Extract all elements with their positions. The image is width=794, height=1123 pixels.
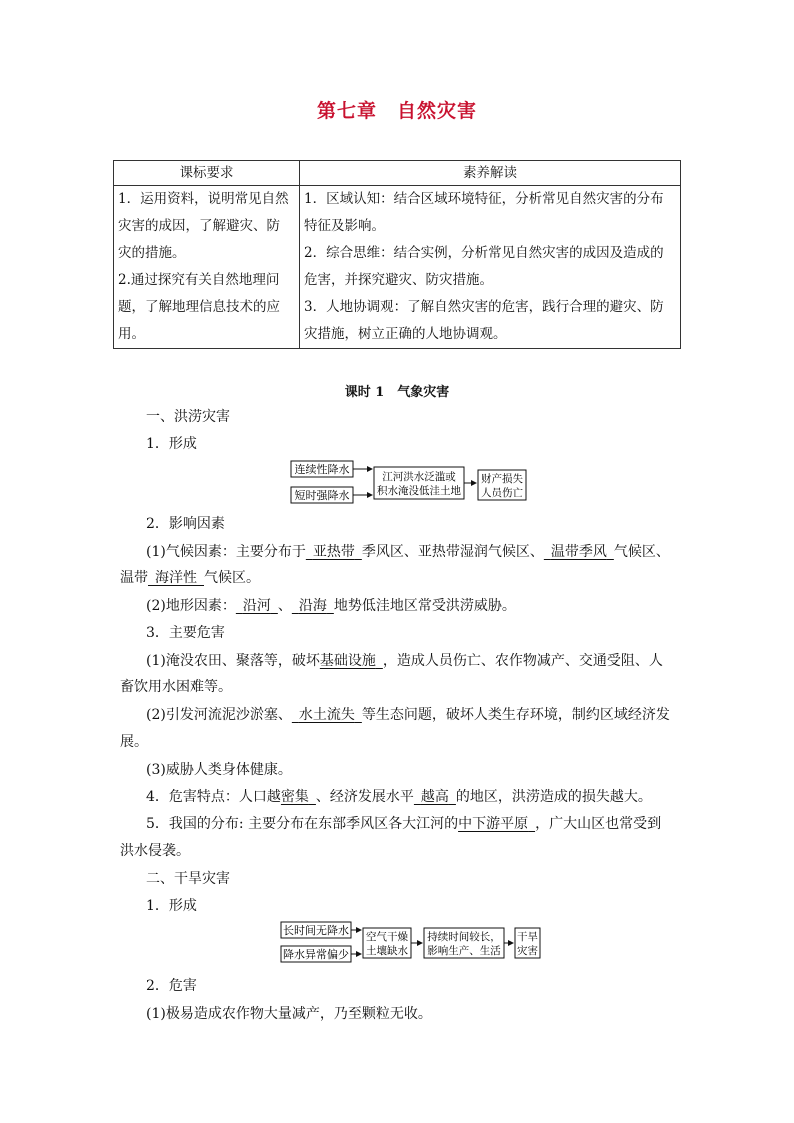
drought-process-line-2: 土壤缺水 — [366, 945, 408, 957]
drought-formation-diagram — [280, 920, 542, 968]
flood-terrain-line — [120, 596, 706, 616]
requirements-line: 用。 — [118, 326, 145, 342]
literacy-line: 1．区域认知：结合区域环境特征，分析常见自然灾害的分布 — [304, 191, 664, 207]
literacy-line: 危害，并探究避灾、防灾措施。 — [304, 272, 493, 288]
text-span: 等生态问题，破坏人类生存环境，制约区域经济发 — [361, 707, 670, 723]
text-span: 4．危害特点：人口越 — [146, 789, 281, 805]
blank-answer — [148, 570, 204, 586]
requirements-line: 2.通过探究有关自然地理问 — [118, 272, 280, 288]
flood-process-line-1: 江河洪水泛滥或 — [382, 471, 456, 483]
flood-climate-line-2 — [120, 568, 680, 588]
drought-effect-line-1: 持续时间较长， — [427, 931, 501, 943]
text-span: 气候区。 — [204, 570, 260, 586]
text-span: (2)地形因素： — [146, 598, 236, 614]
blank-answer — [544, 544, 614, 560]
flood-formation-diagram — [290, 458, 530, 510]
text-span: 温带 — [120, 570, 148, 586]
drought-formation-heading: 1．形成 — [146, 898, 197, 914]
drought-heading: 二、干旱灾害 — [146, 871, 230, 887]
flood-formation-heading: 1．形成 — [146, 436, 197, 452]
answer-text: 密集 — [280, 789, 309, 805]
text-span: 5．我国的分布: 主要分布在东部季风区各大江河的 — [146, 816, 459, 832]
requirements-line: 灾的措施。 — [118, 245, 186, 261]
literacy-line: 灾措施，树立正确的人地协调观。 — [304, 326, 507, 342]
flood-harm-1-line-1 — [120, 651, 706, 671]
text-span: ，广大山区也常受到 — [535, 816, 662, 832]
table-header-literacy: 素养解读 — [300, 161, 681, 186]
drought-cause-no-rain: 长时间无降水 — [283, 924, 349, 937]
answer-text: 海洋性 — [155, 570, 197, 586]
flood-harm-2-line-1 — [120, 705, 706, 725]
flood-harm-heading: 3．主要危害 — [146, 625, 225, 641]
flood-harm-1-line-2: 畜饮用水困难等。 — [120, 679, 232, 695]
text-span: 气候区、 — [613, 544, 670, 560]
drought-effect-line-2: 影响生产、生活 — [427, 945, 501, 957]
flood-harm-3: (3)威胁人类身体健康。 — [146, 762, 292, 778]
blank-answer — [458, 816, 535, 832]
flood-result-line-2: 人员伤亡 — [481, 487, 523, 499]
flood-china-line-1 — [120, 814, 706, 834]
text-span: (1)气候因素：主要分布于 — [146, 544, 306, 560]
flood-factors-heading: 2．影响因素 — [146, 516, 225, 532]
drought-process-line-1: 空气干燥 — [366, 931, 408, 943]
text-span: 、 — [277, 598, 292, 614]
literacy-line: 特征及影响。 — [304, 218, 385, 234]
literacy-line: 2．综合思维：结合实例，分析常见自然灾害的成因及造成的 — [304, 245, 664, 261]
text-span: 季风区、亚热带湿润气候区、 — [361, 544, 544, 560]
lesson-title: 课时 1 气象灾害 — [344, 385, 450, 400]
text-span: 地势低洼地区常受洪涝威胁。 — [333, 598, 516, 614]
answer-text: 中下游平原 — [458, 816, 529, 832]
blank-answer — [292, 707, 362, 723]
answer-text: 水土流失 — [298, 707, 355, 723]
answer-text: 温带季风 — [550, 544, 607, 560]
answer-text: 沿海 — [298, 598, 327, 614]
drought-result-line-2: 灾害 — [517, 945, 538, 957]
chapter-title: 第七章 自然灾害 — [316, 100, 477, 122]
flood-heading: 一、洪涝灾害 — [146, 409, 230, 425]
drought-result-line-1: 干旱 — [517, 931, 538, 943]
flood-climate-line-1 — [120, 542, 706, 562]
drought-cause-low-rain: 降水异常偏少 — [283, 948, 349, 961]
flood-cause-continuous-rain: 连续性降水 — [294, 463, 350, 476]
blank-answer — [320, 653, 383, 669]
literacy-line: 3．人地协调观：了解自然灾害的危害，践行合理的避灾、防 — [304, 299, 664, 315]
table-header-requirements: 课标要求 — [114, 161, 300, 186]
flood-china-line-2: 洪水侵袭。 — [120, 843, 190, 859]
flood-cause-short-heavy-rain: 短时强降水 — [294, 489, 350, 502]
requirements-line: 灾害的成因，了解避灾、防 — [118, 218, 280, 234]
blank-answer — [292, 598, 334, 614]
blank-answer — [236, 598, 278, 614]
flood-feature-line — [120, 787, 706, 807]
drought-harm-heading: 2．危害 — [146, 978, 197, 994]
answer-text: 基础设施 — [319, 653, 376, 669]
flood-process-line-2: 积水淹没低洼土地 — [377, 485, 461, 497]
text-span: (2)引发河流泥沙淤塞、 — [146, 707, 292, 723]
literacy-cell — [300, 186, 681, 349]
requirements-line: 题，了解地理信息技术的应 — [118, 299, 280, 315]
answer-text: 越高 — [420, 789, 449, 805]
flood-harm-2-line-2: 展。 — [120, 734, 148, 750]
flood-result-line-1: 财产损失 — [481, 473, 523, 485]
requirements-cell — [114, 186, 300, 349]
requirements-line: 1．运用资料，说明常见自然 — [118, 191, 289, 207]
blank-answer — [414, 789, 456, 805]
text-span: 的地区，洪涝造成的损失越大。 — [455, 789, 652, 805]
answer-text: 沿河 — [242, 598, 271, 614]
answer-text: 亚热带 — [312, 544, 355, 560]
drought-harm-1: (1)极易造成农作物大量减产，乃至颗粒无收。 — [146, 1006, 432, 1022]
blank-answer — [306, 544, 362, 560]
text-span: ，造成人员伤亡、农作物减产、交通受阻、人 — [382, 653, 663, 669]
blank-answer — [281, 789, 316, 805]
text-span: (1)淹没农田、聚落等，破坏 — [146, 653, 320, 669]
curriculum-table — [113, 160, 681, 349]
text-span: 、经济发展水平 — [315, 789, 414, 805]
